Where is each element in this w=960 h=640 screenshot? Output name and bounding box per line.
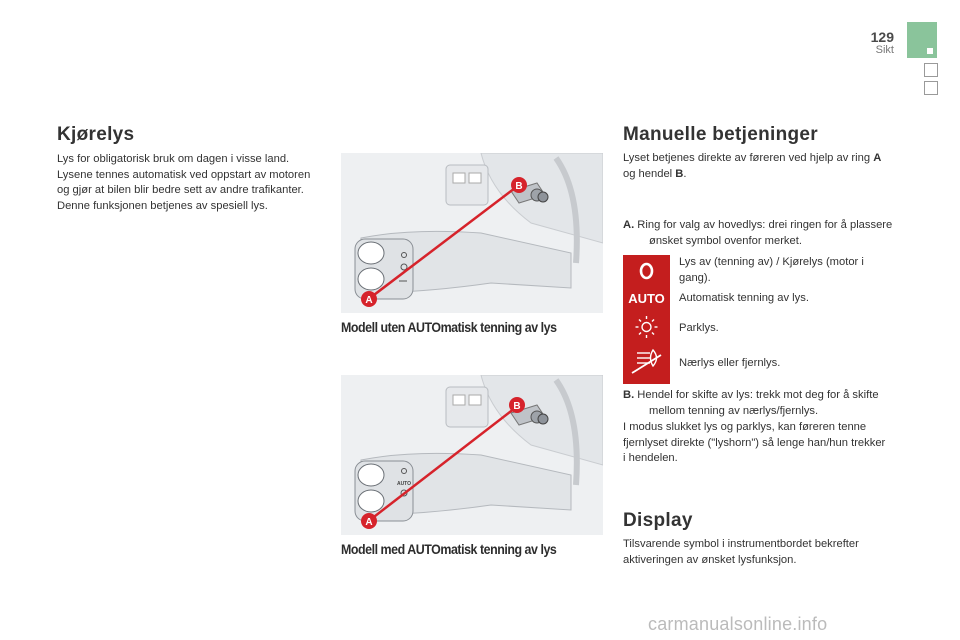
section-title-kjorelys: Kjørelys	[57, 124, 135, 145]
watermark-text: carmanualsonline.info	[648, 614, 828, 634]
illustration-without-auto	[341, 153, 603, 313]
lyshorn-paragraph: I modus slukket lys og parklys, kan føreren tenne fjernlyset direkte ("lyshorn") så lenge han/hun trekker i hendelen.	[623, 421, 886, 465]
section-tab-empty-2[interactable]	[924, 81, 938, 95]
intro-text-2: og hendel	[623, 167, 676, 180]
stalk-illustration-bottom	[341, 375, 603, 535]
section-tab-empty-1[interactable]	[924, 63, 938, 77]
auto-mark-small: AUTO	[396, 481, 412, 487]
symbol-text-headlight: Nærlys eller fjernlys.	[679, 357, 781, 369]
intro-text-3: .	[683, 167, 687, 180]
parking-light-icon	[636, 316, 658, 338]
label-a-top: A	[365, 295, 373, 306]
manuelle-intro	[623, 151, 888, 182]
section-title-display: Display	[623, 510, 693, 531]
section-name: Sikt	[875, 44, 894, 56]
kjorelys-text-2: Denne funksjonen betjenes av spesiell lys.	[57, 199, 268, 212]
display-paragraph: Tilsvarende symbol i instrumentbordet bekrefter aktiveringen av ønsket lysfunksjon.	[623, 538, 859, 566]
intro-text-1: Lyset betjenes direkte av føreren ved hjelp av ring	[623, 152, 874, 164]
light-symbol-strip	[623, 255, 670, 384]
caption-with-auto: Modell med AUTOmatisk tenning av lys	[341, 542, 557, 557]
auto-icon	[628, 291, 665, 306]
section-tab[interactable]	[907, 22, 937, 58]
auto-icon-label: AUTO	[628, 291, 665, 306]
label-a-bottom: A	[365, 517, 373, 528]
symbol-text-off: Lys av (tenning av) / Kjørelys (motor i gang).	[679, 256, 864, 284]
symbol-text-auto: Automatisk tenning av lys.	[679, 292, 809, 304]
tab-marker	[927, 48, 933, 54]
item-a	[623, 218, 914, 249]
item-b	[623, 388, 914, 419]
illustration-with-auto	[341, 375, 603, 535]
item-a-letter: A.	[623, 219, 635, 231]
item-b-letter: B.	[623, 389, 635, 401]
symbol-text-parking: Parklys.	[679, 322, 719, 334]
item-b-text: Hendel for skifte av lys: trekk mot deg for å skifte mellom tenning av nærlys/fjernlys.	[637, 389, 879, 417]
section-title-manuelle: Manuelle betjeninger	[623, 124, 818, 145]
kjorelys-paragraph	[57, 152, 322, 214]
stalk-illustration-top	[341, 153, 603, 313]
intro-lever-b: B	[675, 167, 684, 180]
symbol-icons	[623, 255, 670, 384]
page-number: 129	[870, 29, 894, 45]
label-b-top: B	[515, 181, 523, 192]
caption-without-auto: Modell uten AUTOmatisk tenning av lys	[341, 320, 557, 335]
intro-ring-a: A	[873, 152, 882, 164]
circle-off-icon	[641, 264, 652, 278]
label-b-bottom: B	[513, 401, 521, 412]
item-a-text: Ring for valg av hovedlys: drei ringen for å plassere ønsket symbol ovenfor merket.	[637, 219, 893, 247]
kjorelys-text: Lys for obligatorisk bruk om dagen i visse land. Lysene tennes automatisk ved oppstart av motoren og gjør at bilen blir bedre sett av andre trafikanter.	[57, 153, 311, 197]
headlight-icon	[632, 350, 661, 373]
